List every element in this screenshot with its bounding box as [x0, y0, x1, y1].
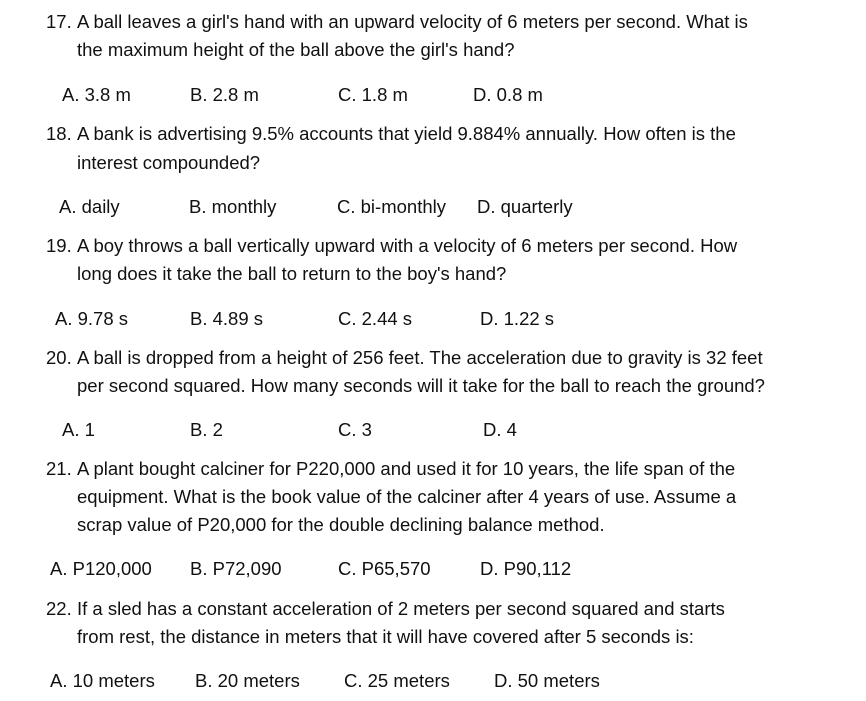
question-19-choice-c: C. 2.44 s	[338, 308, 413, 329]
question-20-choice-c: C. 3	[338, 419, 372, 440]
question-21-text-line-1: A plant bought calciner for P220,000 and used it for 10 years, the life span of the	[77, 458, 736, 479]
question-22-text-line-1: If a sled has a constant acceleration of 2 meters per second squared and starts	[77, 598, 725, 619]
question-18-choice-d: D. quarterly	[477, 196, 573, 217]
question-22-choice-c: C. 25 meters	[344, 670, 450, 691]
question-17-choice-d: D. 0.8 m	[473, 84, 543, 105]
question-19-choice-d: D. 1.22 s	[480, 308, 555, 329]
question-21-choice-b: B. P72,090	[190, 558, 282, 579]
question-22-number: 22.	[46, 598, 72, 619]
question-21-text-line-3: scrap value of P20,000 for the double declining balance method.	[77, 514, 605, 535]
question-18-choice-a: A. daily	[59, 196, 120, 217]
question-18-text-line-2: interest compounded?	[77, 152, 261, 173]
question-20-choice-d: D. 4	[483, 419, 517, 440]
question-21-number: 21.	[46, 458, 72, 479]
question-22-choice-d: D. 50 meters	[494, 670, 600, 691]
question-20-choice-a: A. 1	[62, 419, 95, 440]
question-17-number: 17.	[46, 11, 72, 32]
question-18-choice-b: B. monthly	[189, 196, 277, 217]
question-17-choice-b: B. 2.8 m	[190, 84, 259, 105]
question-19-text-line-2: long does it take the ball to return to the boy's hand?	[77, 263, 507, 284]
question-22-choice-b: B. 20 meters	[195, 670, 300, 691]
question-20-choice-b: B. 2	[190, 419, 223, 440]
question-18-text-line-1: A bank is advertising 9.5% accounts that yield 9.884% annually. How often is the	[77, 123, 736, 144]
question-21-text-line-2: equipment. What is the book value of the calciner after 4 years of use. Assume a	[77, 486, 737, 507]
question-20-number: 20.	[46, 347, 72, 368]
question-17-choice-a: A. 3.8 m	[62, 84, 131, 105]
question-20-text-line-1: A ball is dropped from a height of 256 feet. The acceleration due to gravity is 32 feet	[77, 347, 763, 368]
question-17-text-line-1: A ball leaves a girl's hand with an upward velocity of 6 meters per second. What is	[77, 11, 748, 32]
question-21-choice-a: A. P120,000	[50, 558, 152, 579]
question-21-choice-c: C. P65,570	[338, 558, 431, 579]
question-21-choice-d: D. P90,112	[480, 558, 572, 579]
question-17-choice-c: C. 1.8 m	[338, 84, 408, 105]
question-17-text-line-2: the maximum height of the ball above the girl's hand?	[77, 39, 515, 60]
question-22-choice-a: A. 10 meters	[50, 670, 155, 691]
question-20-text-line-2: per second squared. How many seconds will it take for the ball to reach the ground?	[77, 375, 765, 396]
question-19-number: 19.	[46, 235, 72, 256]
question-19-text-line-1: A boy throws a ball vertically upward with a velocity of 6 meters per second. How	[77, 235, 738, 256]
question-22-text-line-2: from rest, the distance in meters that it will have covered after 5 seconds is:	[77, 626, 694, 647]
question-18-choice-c: C. bi-monthly	[337, 196, 446, 217]
question-19-choice-a: A. 9.78 s	[55, 308, 129, 329]
question-18-number: 18.	[46, 123, 72, 144]
question-19-choice-b: B. 4.89 s	[190, 308, 264, 329]
